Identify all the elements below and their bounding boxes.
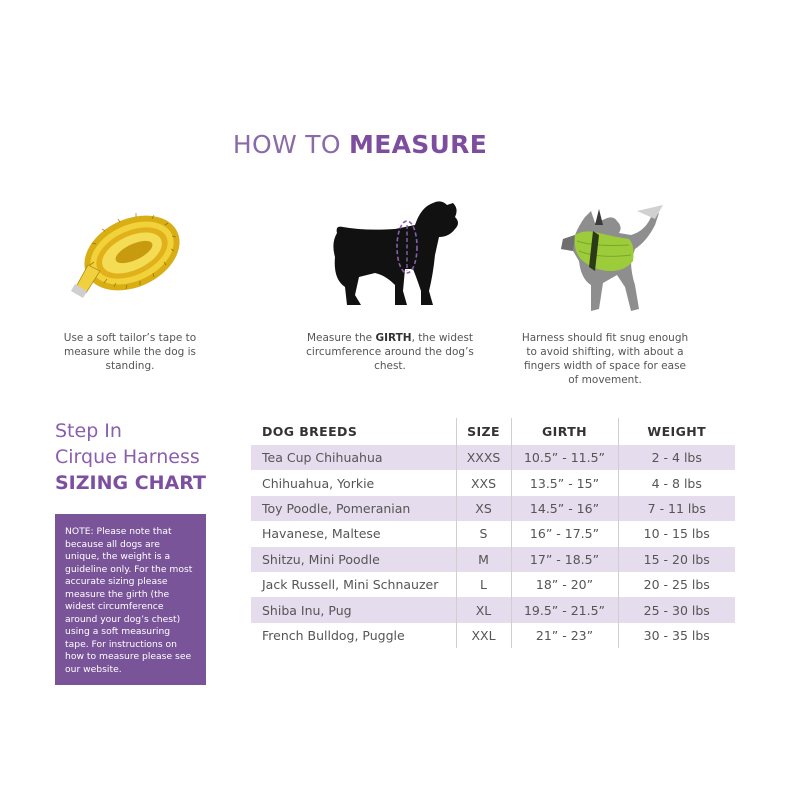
- step-caption-fit: Harness should fit snug enough to avoid shifting, with about a fingers width of space for ease of movement.: [521, 332, 689, 386]
- cell-size: XXS: [456, 470, 511, 495]
- cell-weight: 2 - 4 lbs: [618, 445, 735, 470]
- cell-weight: 10 - 15 lbs: [618, 521, 735, 546]
- page-title: [0, 130, 720, 159]
- cell-weight: 20 - 25 lbs: [618, 572, 735, 597]
- cell-girth: 17” - 18.5”: [511, 547, 618, 572]
- cell-size: XL: [456, 597, 511, 622]
- header-size: SIZE: [456, 418, 511, 445]
- side-title-line1: Step In: [55, 420, 122, 442]
- cell-size: S: [456, 521, 511, 546]
- table-row: [251, 572, 735, 597]
- cell-girth: 14.5” - 16”: [511, 496, 618, 521]
- header-weight: WEIGHT: [618, 418, 735, 445]
- cell-breed: Havanese, Maltese: [262, 526, 381, 542]
- cell-breed: Tea Cup Chihuahua: [251, 445, 456, 470]
- cell-girth: 21” - 23”: [511, 623, 618, 648]
- cell-size: XS: [456, 496, 511, 521]
- title-light: HOW TO: [232, 130, 350, 159]
- table-header-row: [251, 418, 735, 445]
- cell-girth: 10.5” - 11.5”: [511, 445, 618, 470]
- girth-caption-after: , the widest circumference around the dog’s chest.: [306, 332, 474, 372]
- dog-girth-icon: [325, 195, 465, 315]
- sizing-chart-heading: [55, 418, 206, 496]
- cell-weight: 7 - 11 lbs: [618, 496, 735, 521]
- table-row: [251, 496, 735, 521]
- header-girth: GIRTH: [511, 418, 618, 445]
- sizing-table: [251, 418, 735, 648]
- cell-breed: French Bulldog, Puggle: [262, 627, 405, 643]
- cell-size: XXL: [456, 623, 511, 648]
- girth-caption-bold: GIRTH: [375, 332, 412, 344]
- cell-breed: Chihuahua, Yorkie: [262, 475, 375, 491]
- cell-girth: 19.5” - 21.5”: [511, 597, 618, 622]
- title-bold: MEASURE: [349, 130, 488, 159]
- side-title-line2: Cirque Harness: [55, 446, 200, 468]
- cell-breed: Shitzu, Mini Poodle: [251, 547, 456, 572]
- cell-size: M: [456, 547, 511, 572]
- table-row: [251, 547, 735, 572]
- note-box: [55, 514, 206, 685]
- table-row: [251, 445, 735, 470]
- cell-girth: 18” - 20”: [511, 572, 618, 597]
- tape-measure-icon: [70, 205, 190, 305]
- note-text: NOTE: Please note that because all dogs are unique, the weight is a guideline only. For the most accurate sizing please measure the girth (the widest circumference around your dog’s chest) using a soft measuring tape. For instructions on how to measure please see our website.: [65, 526, 193, 675]
- step-caption-girth: [303, 331, 477, 373]
- cell-girth: 13.5” - 15”: [511, 470, 618, 495]
- table-row: [251, 597, 735, 622]
- cell-size: XXXS: [456, 445, 511, 470]
- cell-weight: 30 - 35 lbs: [618, 623, 735, 648]
- cell-breed: Toy Poodle, Pomeranian: [251, 496, 456, 521]
- table-row: [251, 623, 735, 648]
- table-row: [251, 521, 735, 546]
- dog-harness-icon: [555, 205, 665, 320]
- step-caption-tape: Use a soft tailor’s tape to measure while the dog is standing.: [63, 332, 197, 372]
- cell-weight: 4 - 8 lbs: [618, 470, 735, 495]
- cell-breed: Shiba Inu, Pug: [251, 597, 456, 622]
- header-breeds: DOG BREEDS: [262, 424, 358, 439]
- cell-size: L: [456, 572, 511, 597]
- cell-girth: 16” - 17.5”: [511, 521, 618, 546]
- cell-breed: Jack Russell, Mini Schnauzer: [262, 577, 439, 593]
- girth-caption-before: Measure the: [306, 332, 376, 344]
- side-title-line3: SIZING CHART: [55, 472, 206, 494]
- cell-weight: 25 - 30 lbs: [618, 597, 735, 622]
- cell-weight: 15 - 20 lbs: [618, 547, 735, 572]
- table-row: [251, 470, 735, 495]
